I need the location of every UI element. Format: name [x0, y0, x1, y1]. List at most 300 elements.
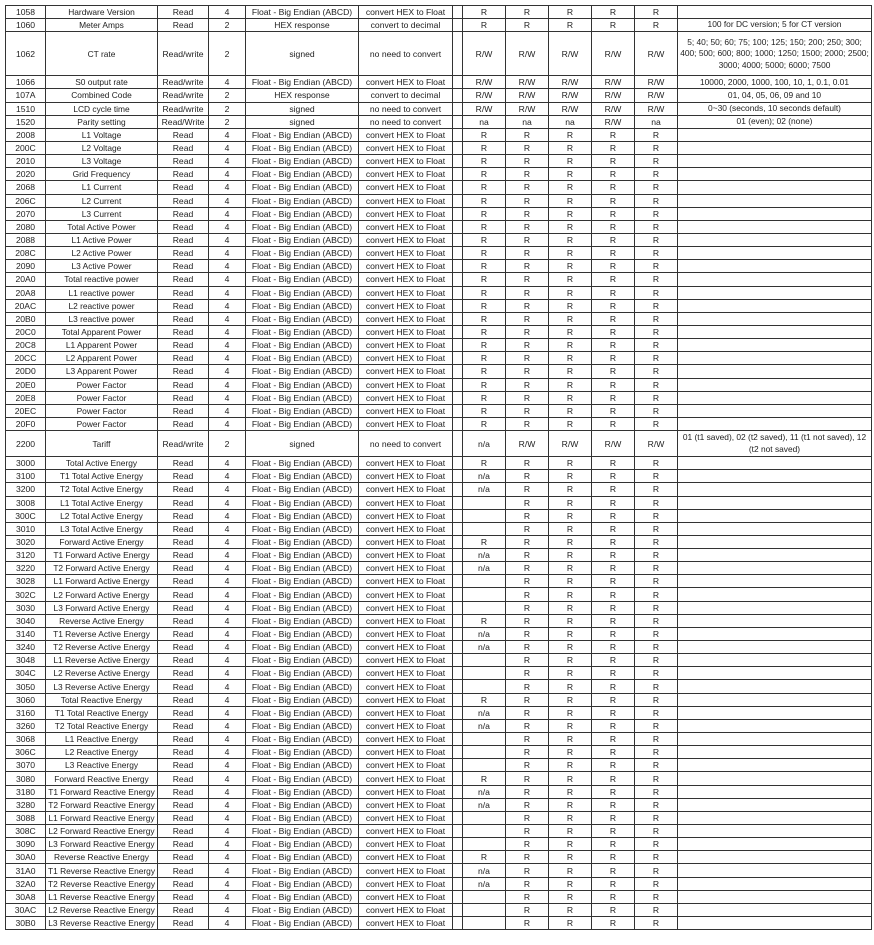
register-address: 107A: [6, 89, 46, 102]
register-address: 20E0: [6, 378, 46, 391]
access-mode: Read: [158, 417, 209, 430]
register-notes: [678, 286, 872, 299]
data-format: Float - Big Endian (ABCD): [246, 181, 359, 194]
conversion-method: convert HEX to Float: [359, 641, 453, 654]
model-c-access: R: [549, 404, 592, 417]
model-b-access: R: [506, 207, 549, 220]
conversion-method: convert HEX to Float: [359, 286, 453, 299]
register-address: 3050: [6, 680, 46, 693]
access-mode: Read: [158, 194, 209, 207]
conversion-method: convert HEX to Float: [359, 575, 453, 588]
data-length: 4: [209, 811, 246, 824]
register-notes: [678, 404, 872, 417]
data-format: Float - Big Endian (ABCD): [246, 391, 359, 404]
conversion-method: convert HEX to Float: [359, 76, 453, 89]
model-c-access: R: [549, 273, 592, 286]
register-address: 3010: [6, 522, 46, 535]
data-format: Float - Big Endian (ABCD): [246, 549, 359, 562]
model-c-access: R: [549, 286, 592, 299]
model-a-access: R: [463, 391, 506, 404]
data-length: 4: [209, 312, 246, 325]
conversion-method: convert HEX to Float: [359, 141, 453, 154]
spacer-cell: [453, 76, 463, 89]
model-e-access: R: [635, 693, 678, 706]
register-notes: [678, 391, 872, 404]
register-name: Total Active Energy: [46, 457, 158, 470]
conversion-method: convert HEX to Float: [359, 417, 453, 430]
access-mode: Read: [158, 509, 209, 522]
access-mode: Read: [158, 286, 209, 299]
model-d-access: R: [592, 917, 635, 930]
data-length: 4: [209, 680, 246, 693]
model-e-access: R: [635, 903, 678, 916]
conversion-method: convert HEX to Float: [359, 247, 453, 260]
register-notes: [678, 417, 872, 430]
conversion-method: convert HEX to Float: [359, 733, 453, 746]
model-a-access: n/a: [463, 627, 506, 640]
table-row: [6, 247, 872, 260]
spacer-cell: [453, 431, 463, 457]
register-address: 3048: [6, 654, 46, 667]
conversion-method: convert HEX to Float: [359, 811, 453, 824]
register-address: 3000: [6, 457, 46, 470]
table-row: [6, 903, 872, 916]
spacer-cell: [453, 483, 463, 496]
model-a-access: n/a: [463, 877, 506, 890]
spacer-cell: [453, 746, 463, 759]
model-b-access: R: [506, 483, 549, 496]
model-d-access: R: [592, 746, 635, 759]
conversion-method: convert HEX to Float: [359, 535, 453, 548]
table-row: [6, 890, 872, 903]
access-mode: Read: [158, 798, 209, 811]
register-address: 31A0: [6, 864, 46, 877]
data-format: Float - Big Endian (ABCD): [246, 365, 359, 378]
model-c-access: R: [549, 719, 592, 732]
table-row: [6, 155, 872, 168]
model-b-access: R: [506, 680, 549, 693]
data-format: Float - Big Endian (ABCD): [246, 667, 359, 680]
model-c-access: R: [549, 641, 592, 654]
model-a-access: R: [463, 352, 506, 365]
model-b-access: R: [506, 273, 549, 286]
conversion-method: convert HEX to Float: [359, 746, 453, 759]
register-notes: [678, 141, 872, 154]
register-address: 208C: [6, 247, 46, 260]
access-mode: Read: [158, 575, 209, 588]
spacer-cell: [453, 851, 463, 864]
register-notes: [678, 851, 872, 864]
data-length: 4: [209, 627, 246, 640]
model-b-access: R: [506, 864, 549, 877]
access-mode: Read: [158, 457, 209, 470]
conversion-method: convert HEX to Float: [359, 667, 453, 680]
register-address: 3160: [6, 706, 46, 719]
spacer-cell: [453, 772, 463, 785]
model-c-access: R: [549, 785, 592, 798]
model-b-access: R: [506, 286, 549, 299]
spacer-cell: [453, 811, 463, 824]
model-c-access: R: [549, 233, 592, 246]
spacer-cell: [453, 391, 463, 404]
access-mode: Read: [158, 339, 209, 352]
conversion-method: convert HEX to Float: [359, 181, 453, 194]
data-format: Float - Big Endian (ABCD): [246, 825, 359, 838]
model-e-access: R: [635, 641, 678, 654]
model-e-access: R: [635, 798, 678, 811]
model-b-access: R: [506, 785, 549, 798]
access-mode: Read: [158, 207, 209, 220]
model-d-access: R: [592, 483, 635, 496]
register-address: 302C: [6, 588, 46, 601]
access-mode: Read: [158, 746, 209, 759]
data-length: 4: [209, 220, 246, 233]
register-notes: [678, 575, 872, 588]
model-e-access: R: [635, 522, 678, 535]
model-c-access: na: [549, 115, 592, 128]
register-notes: [678, 352, 872, 365]
data-length: 4: [209, 733, 246, 746]
register-name: L1 Voltage: [46, 128, 158, 141]
register-address: 2200: [6, 431, 46, 457]
data-length: 4: [209, 417, 246, 430]
data-length: 4: [209, 772, 246, 785]
table-row: [6, 260, 872, 273]
register-name: T2 Forward Active Energy: [46, 562, 158, 575]
register-notes: [678, 641, 872, 654]
data-format: Float - Big Endian (ABCD): [246, 838, 359, 851]
access-mode: Read: [158, 404, 209, 417]
data-format: Float - Big Endian (ABCD): [246, 168, 359, 181]
model-c-access: R: [549, 627, 592, 640]
model-a-access: R: [463, 286, 506, 299]
table-row: [6, 562, 872, 575]
register-notes: [678, 128, 872, 141]
register-notes: 01, 04, 05, 06, 09 and 10: [678, 89, 872, 102]
model-e-access: R: [635, 128, 678, 141]
model-d-access: R: [592, 141, 635, 154]
model-a-access: R/W: [463, 32, 506, 76]
access-mode: Read: [158, 470, 209, 483]
model-d-access: R: [592, 273, 635, 286]
table-row: [6, 719, 872, 732]
model-d-access: R: [592, 654, 635, 667]
model-e-access: R: [635, 19, 678, 32]
register-name: Total Apparent Power: [46, 325, 158, 338]
data-length: 4: [209, 352, 246, 365]
data-format: Float - Big Endian (ABCD): [246, 299, 359, 312]
data-length: 2: [209, 115, 246, 128]
model-d-access: R: [592, 299, 635, 312]
spacer-cell: [453, 128, 463, 141]
table-row: [6, 549, 872, 562]
register-notes: [678, 457, 872, 470]
data-format: Float - Big Endian (ABCD): [246, 325, 359, 338]
register-notes: [678, 168, 872, 181]
table-row: [6, 811, 872, 824]
register-name: L2 Reactive Energy: [46, 746, 158, 759]
table-row: [6, 798, 872, 811]
model-b-access: R: [506, 535, 549, 548]
model-c-access: R: [549, 194, 592, 207]
register-name: Combined Code: [46, 89, 158, 102]
model-d-access: R: [592, 312, 635, 325]
conversion-method: convert HEX to Float: [359, 917, 453, 930]
data-format: Float - Big Endian (ABCD): [246, 339, 359, 352]
spacer-cell: [453, 220, 463, 233]
model-e-access: R: [635, 772, 678, 785]
register-name: L1 Forward Reactive Energy: [46, 811, 158, 824]
conversion-method: convert HEX to Float: [359, 457, 453, 470]
access-mode: Read/write: [158, 89, 209, 102]
spacer-cell: [453, 194, 463, 207]
table-row: [6, 102, 872, 115]
access-mode: Read: [158, 549, 209, 562]
data-format: Float - Big Endian (ABCD): [246, 562, 359, 575]
table-row: [6, 168, 872, 181]
data-length: 4: [209, 470, 246, 483]
model-a-access: R/W: [463, 89, 506, 102]
model-a-access: [463, 575, 506, 588]
spacer-cell: [453, 378, 463, 391]
register-name: T1 Total Active Energy: [46, 470, 158, 483]
data-format: signed: [246, 32, 359, 76]
data-format: signed: [246, 431, 359, 457]
model-e-access: R: [635, 575, 678, 588]
register-notes: [678, 693, 872, 706]
model-d-access: R: [592, 575, 635, 588]
spacer-cell: [453, 601, 463, 614]
data-length: 4: [209, 247, 246, 260]
register-address: 304C: [6, 667, 46, 680]
spacer-cell: [453, 32, 463, 76]
table-row: [6, 627, 872, 640]
spacer-cell: [453, 733, 463, 746]
register-notes: 10000, 2000, 1000, 100, 10, 1, 0.1, 0.01: [678, 76, 872, 89]
data-length: 4: [209, 601, 246, 614]
data-format: Float - Big Endian (ABCD): [246, 273, 359, 286]
model-c-access: R: [549, 614, 592, 627]
data-length: 4: [209, 798, 246, 811]
register-address: 2008: [6, 128, 46, 141]
table-row: [6, 746, 872, 759]
model-e-access: R: [635, 654, 678, 667]
register-address: 3120: [6, 549, 46, 562]
spacer-cell: [453, 614, 463, 627]
data-length: 4: [209, 207, 246, 220]
data-format: signed: [246, 115, 359, 128]
model-e-access: R: [635, 917, 678, 930]
data-format: Float - Big Endian (ABCD): [246, 746, 359, 759]
register-name: L3 Current: [46, 207, 158, 220]
conversion-method: convert to decimal: [359, 19, 453, 32]
table-row: [6, 404, 872, 417]
register-address: 20CC: [6, 352, 46, 365]
modbus-register-table: [5, 5, 872, 930]
register-name: Power Factor: [46, 391, 158, 404]
register-name: Hardware Version: [46, 6, 158, 19]
register-notes: [678, 260, 872, 273]
data-format: Float - Big Endian (ABCD): [246, 890, 359, 903]
model-e-access: R/W: [635, 431, 678, 457]
model-d-access: R: [592, 181, 635, 194]
model-e-access: R: [635, 733, 678, 746]
model-e-access: R: [635, 417, 678, 430]
data-format: Float - Big Endian (ABCD): [246, 312, 359, 325]
model-d-access: R: [592, 128, 635, 141]
model-d-access: R/W: [592, 115, 635, 128]
data-length: 4: [209, 378, 246, 391]
model-c-access: R: [549, 588, 592, 601]
model-c-access: R: [549, 759, 592, 772]
access-mode: Read: [158, 759, 209, 772]
model-e-access: R/W: [635, 32, 678, 76]
register-name: L2 Current: [46, 194, 158, 207]
model-e-access: R: [635, 601, 678, 614]
conversion-method: no need to convert: [359, 102, 453, 115]
register-notes: [678, 772, 872, 785]
register-notes: [678, 6, 872, 19]
table-row: [6, 181, 872, 194]
spacer-cell: [453, 864, 463, 877]
model-c-access: R: [549, 457, 592, 470]
spacer-cell: [453, 706, 463, 719]
model-c-access: R: [549, 811, 592, 824]
data-format: Float - Big Endian (ABCD): [246, 851, 359, 864]
register-address: 3070: [6, 759, 46, 772]
conversion-method: no need to convert: [359, 115, 453, 128]
data-length: 4: [209, 457, 246, 470]
data-format: Float - Big Endian (ABCD): [246, 680, 359, 693]
model-d-access: R: [592, 601, 635, 614]
access-mode: Read/write: [158, 76, 209, 89]
model-b-access: R: [506, 667, 549, 680]
model-d-access: R: [592, 890, 635, 903]
model-e-access: na: [635, 115, 678, 128]
register-name: T1 Total Reactive Energy: [46, 706, 158, 719]
data-length: 4: [209, 549, 246, 562]
access-mode: Read: [158, 483, 209, 496]
data-format: Float - Big Endian (ABCD): [246, 759, 359, 772]
table-row: [6, 772, 872, 785]
register-address: 3140: [6, 627, 46, 640]
data-length: 2: [209, 32, 246, 76]
model-e-access: R: [635, 299, 678, 312]
register-address: 1060: [6, 19, 46, 32]
model-c-access: R: [549, 417, 592, 430]
register-notes: [678, 339, 872, 352]
conversion-method: convert HEX to Float: [359, 194, 453, 207]
model-b-access: R/W: [506, 32, 549, 76]
model-e-access: R: [635, 719, 678, 732]
spacer-cell: [453, 759, 463, 772]
spacer-cell: [453, 141, 463, 154]
model-a-access: R: [463, 772, 506, 785]
register-address: 1510: [6, 102, 46, 115]
model-b-access: R: [506, 457, 549, 470]
register-notes: [678, 509, 872, 522]
model-b-access: R: [506, 719, 549, 732]
model-e-access: R: [635, 825, 678, 838]
register-notes: [678, 181, 872, 194]
model-a-access: [463, 759, 506, 772]
model-a-access: n/a: [463, 798, 506, 811]
register-address: 2068: [6, 181, 46, 194]
access-mode: Read: [158, 877, 209, 890]
register-notes: [678, 325, 872, 338]
register-address: 3280: [6, 798, 46, 811]
model-a-access: [463, 680, 506, 693]
model-d-access: R: [592, 798, 635, 811]
register-address: 3080: [6, 772, 46, 785]
register-name: L2 Forward Reactive Energy: [46, 825, 158, 838]
model-c-access: R: [549, 128, 592, 141]
model-b-access: R: [506, 496, 549, 509]
model-b-access: na: [506, 115, 549, 128]
model-b-access: R: [506, 614, 549, 627]
model-e-access: R: [635, 746, 678, 759]
register-notes: [678, 233, 872, 246]
spacer-cell: [453, 299, 463, 312]
conversion-method: convert HEX to Float: [359, 601, 453, 614]
register-address: 3090: [6, 838, 46, 851]
data-format: Float - Big Endian (ABCD): [246, 233, 359, 246]
register-name: Total Reactive Energy: [46, 693, 158, 706]
spacer-cell: [453, 325, 463, 338]
access-mode: Read: [158, 220, 209, 233]
model-a-access: n/a: [463, 549, 506, 562]
model-a-access: R: [463, 220, 506, 233]
model-b-access: R: [506, 352, 549, 365]
register-address: 3028: [6, 575, 46, 588]
access-mode: Read: [158, 141, 209, 154]
table-row: [6, 286, 872, 299]
conversion-method: convert HEX to Float: [359, 562, 453, 575]
register-name: Forward Reactive Energy: [46, 772, 158, 785]
conversion-method: convert HEX to Float: [359, 339, 453, 352]
model-e-access: R: [635, 483, 678, 496]
model-a-access: [463, 496, 506, 509]
data-length: 4: [209, 233, 246, 246]
conversion-method: convert HEX to Float: [359, 864, 453, 877]
register-notes: [678, 299, 872, 312]
model-e-access: R: [635, 404, 678, 417]
model-d-access: R: [592, 325, 635, 338]
model-a-access: R: [463, 404, 506, 417]
table-row: [6, 325, 872, 338]
register-notes: [678, 496, 872, 509]
conversion-method: convert HEX to Float: [359, 549, 453, 562]
model-c-access: R: [549, 496, 592, 509]
model-e-access: R: [635, 325, 678, 338]
model-d-access: R: [592, 864, 635, 877]
register-address: 1520: [6, 115, 46, 128]
model-a-access: [463, 903, 506, 916]
model-b-access: R: [506, 588, 549, 601]
register-address: 2010: [6, 155, 46, 168]
model-e-access: R: [635, 759, 678, 772]
conversion-method: convert HEX to Float: [359, 391, 453, 404]
conversion-method: convert HEX to Float: [359, 352, 453, 365]
spacer-cell: [453, 19, 463, 32]
table-row: [6, 89, 872, 102]
model-d-access: R: [592, 339, 635, 352]
model-c-access: R: [549, 181, 592, 194]
data-format: Float - Big Endian (ABCD): [246, 654, 359, 667]
register-name: L1 reactive power: [46, 286, 158, 299]
model-c-access: R: [549, 220, 592, 233]
access-mode: Read: [158, 325, 209, 338]
